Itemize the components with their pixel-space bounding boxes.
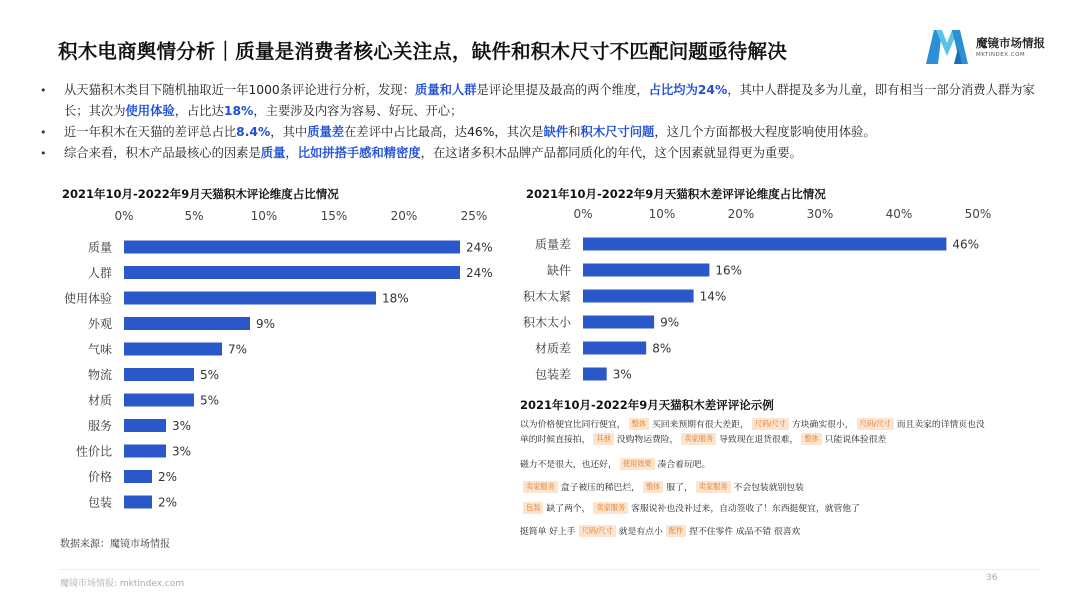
bar [124, 343, 222, 356]
bullet-text: ，主要涉及内容为容易、好玩、开心； [253, 104, 463, 118]
category-label: 气味 [87, 342, 112, 357]
review-text: 盒子被压的稀巴烂， [560, 483, 640, 493]
data-label: 46% [952, 237, 980, 252]
bar [583, 316, 654, 329]
review-text: 捏不住零件 成品不错 很喜欢 [689, 527, 801, 537]
data-source-note: 数据来源：魔镜市场情报 [60, 539, 170, 550]
highlight-text: 8.4% [236, 125, 271, 139]
review-text: 客服说补也没补过来，自动签收了！东西挺便宜，就管他了 [631, 504, 860, 514]
brand-logo [924, 24, 1054, 72]
review-example [520, 458, 1050, 473]
data-label: 2% [158, 470, 178, 484]
highlight-text: 积木尺寸问题 [580, 125, 655, 139]
bullet-text: ，其中 [270, 125, 308, 139]
page-title: 积木电商舆情分析｜质量是消费者核心关注点，缺件和积木尺寸不匹配问题亟待解决 [58, 40, 787, 63]
data-label: 9% [660, 315, 680, 330]
bullet-text: ， [285, 146, 298, 160]
category-label: 服务 [87, 419, 112, 433]
review-text: 方块确实很小， [791, 420, 854, 430]
data-label: 3% [172, 419, 192, 433]
highlight-text: 18% [223, 104, 254, 118]
bar [124, 241, 460, 254]
review-text: 以为价格便宜比同行便宜， [520, 420, 626, 430]
aspect-tag: 卖家服务 [593, 502, 628, 514]
category-label: 缺件 [546, 263, 571, 278]
category-label: 质量差 [534, 237, 571, 252]
review-example [520, 481, 1050, 496]
review-text: 不会包装就别包装 [733, 483, 804, 493]
aspect-tag: 尺码/尺寸 [752, 418, 789, 430]
footer-brand: 魔镜市场情报: mktindex.com [60, 579, 185, 589]
data-label: 8% [652, 341, 672, 356]
category-label: 外观 [87, 317, 112, 331]
data-label: 3% [612, 367, 632, 382]
summary-bullet [40, 80, 1040, 122]
aspect-tag: 使用效果 [620, 458, 655, 470]
bar [124, 266, 460, 279]
bar [124, 368, 194, 381]
bar [124, 317, 250, 330]
bar [583, 342, 646, 355]
category-label: 积木太紧 [522, 289, 571, 304]
data-label: 3% [172, 444, 192, 459]
logo-name: 魔镜市场情报 [976, 36, 1045, 50]
data-label: 14% [699, 289, 727, 304]
review-example [520, 418, 1050, 433]
data-label: 16% [715, 263, 743, 278]
examples-title: 2021年10月-2022年9月天猫积木差评评论示例 [520, 398, 774, 412]
review-text: 服了， [666, 483, 693, 493]
x-tick-label: 40% [885, 207, 913, 221]
bullet-text: ，其中人群提及多为儿童，即有相当一部分消费人群为家长；其次为 [64, 83, 1035, 118]
x-tick-label: 30% [806, 207, 834, 221]
review-text: 挺简单 好上手 [520, 527, 576, 537]
x-tick-label: 0% [573, 207, 593, 221]
data-label: 18% [382, 291, 409, 306]
review-text: 导致现在退货很难， [719, 435, 799, 445]
review-text: 单的时候直接拍， [520, 435, 591, 445]
x-tick-label: 25% [460, 209, 488, 223]
x-tick-label: 20% [390, 209, 418, 223]
review-text: 只能说体验很差 [824, 435, 887, 445]
aspect-tag: 整体 [801, 433, 821, 445]
aspect-tag: 配件 [666, 525, 686, 537]
highlight-text: 占比均为24% [648, 83, 728, 97]
bullet-text: 是评论里提及最高的两个维度， [476, 83, 649, 97]
highlight-text: 质量和人群 [415, 83, 477, 97]
bullet-text: 和 [568, 125, 581, 139]
aspect-tag: 整体 [643, 481, 663, 493]
logo-mark-icon [924, 26, 970, 66]
bullet-text: 综合来看，积木产品最核心的因素是 [64, 146, 261, 160]
data-label: 24% [466, 266, 493, 280]
aspect-tag: 整体 [629, 418, 649, 430]
category-label: 包装 [87, 495, 112, 510]
bar [124, 470, 152, 483]
chart1-title: 2021年10月-2022年9月天猫积木评论维度占比情况 [62, 187, 339, 201]
aspect-tag: 卖家服务 [523, 481, 558, 493]
bar [124, 292, 376, 305]
data-label: 7% [228, 342, 248, 357]
highlight-text: 质量 [260, 146, 286, 160]
category-label: 性价比 [75, 444, 112, 459]
aspect-tag: 尺码/尺寸 [579, 525, 616, 537]
highlight-text: 比如拼搭手感和精密度 [297, 146, 421, 160]
review-text: 就是有点小 [618, 527, 663, 537]
bar [583, 368, 607, 381]
aspect-tag: 卖家服务 [681, 433, 716, 445]
review-example [520, 433, 1050, 448]
data-label: 9% [256, 317, 276, 331]
bullet-text: 从天猫积木类目下随机抽取近一年1000条评论进行分析，发现： [64, 83, 416, 97]
review-example [520, 502, 1050, 517]
x-tick-label: 15% [320, 209, 348, 223]
aspect-tag: 卖家服务 [696, 481, 731, 493]
bar [124, 394, 194, 407]
footer-divider [60, 569, 1040, 570]
highlight-text: 质量差 [307, 125, 345, 139]
negative-review-share-chart [500, 200, 1030, 385]
review-text: 缺了两个， [546, 504, 591, 514]
page-number: 36 [986, 573, 998, 583]
bar [583, 264, 709, 277]
bar [583, 238, 946, 251]
x-tick-label: 10% [250, 209, 278, 223]
highlight-text: 使用体验 [125, 104, 175, 118]
logo-url: MKTINDEX.COM [976, 52, 1026, 58]
x-tick-label: 5% [184, 209, 204, 223]
review-text: 凑合着玩吧。 [657, 460, 711, 470]
bar [583, 290, 694, 303]
bullet-text: ，这几个方面都极大程度影响使用体验。 [654, 125, 876, 139]
data-label: 5% [200, 368, 220, 382]
bar [124, 445, 166, 458]
x-tick-label: 10% [648, 207, 676, 221]
category-label: 使用体验 [63, 291, 112, 306]
bullet-text: ，占比达 [174, 104, 224, 118]
x-tick-label: 20% [727, 207, 755, 221]
bullet-text: 近一年积木在天猫的差评总占比 [64, 125, 237, 139]
bullet-text: 在差评中占比最高，达46%，其次是 [344, 125, 544, 139]
review-text: 磁力不是很大，也还好， [520, 460, 617, 470]
category-label: 人群 [87, 266, 112, 280]
bar [124, 496, 152, 509]
category-label: 积木太小 [522, 315, 571, 330]
category-label: 物流 [87, 368, 112, 382]
dimension-share-chart [40, 200, 500, 525]
review-text: 没购物运费险， [616, 435, 679, 445]
category-label: 价格 [87, 470, 112, 484]
highlight-text: 缺件 [543, 125, 569, 139]
category-label: 包装差 [534, 367, 571, 382]
aspect-tag: 包装 [523, 502, 543, 514]
review-text: 买回来预期有很大差距， [651, 420, 749, 430]
data-label: 2% [158, 495, 178, 510]
chart2-title: 2021年10月-2022年9月天猫积木差评评论维度占比情况 [526, 187, 826, 201]
data-label: 5% [200, 393, 220, 408]
category-label: 质量 [87, 240, 112, 255]
aspect-tag: 其他 [593, 433, 613, 445]
x-tick-label: 0% [114, 209, 134, 223]
category-label: 材质差 [534, 341, 571, 356]
summary-bullet [40, 122, 1040, 143]
bullet-text: ，在这诸多积木品牌产品都同质化的年代，这个因素就显得更为重要。 [420, 146, 802, 160]
category-label: 材质 [87, 393, 112, 408]
summary-bullet [40, 143, 1040, 164]
review-example [520, 525, 1050, 540]
aspect-tag: 尺码/尺寸 [857, 418, 894, 430]
review-text: 而且卖家的详情页也没 [896, 420, 985, 430]
data-label: 24% [466, 240, 493, 255]
summary-bullets [40, 80, 1040, 164]
bar [124, 419, 166, 432]
x-tick-label: 50% [964, 207, 992, 221]
